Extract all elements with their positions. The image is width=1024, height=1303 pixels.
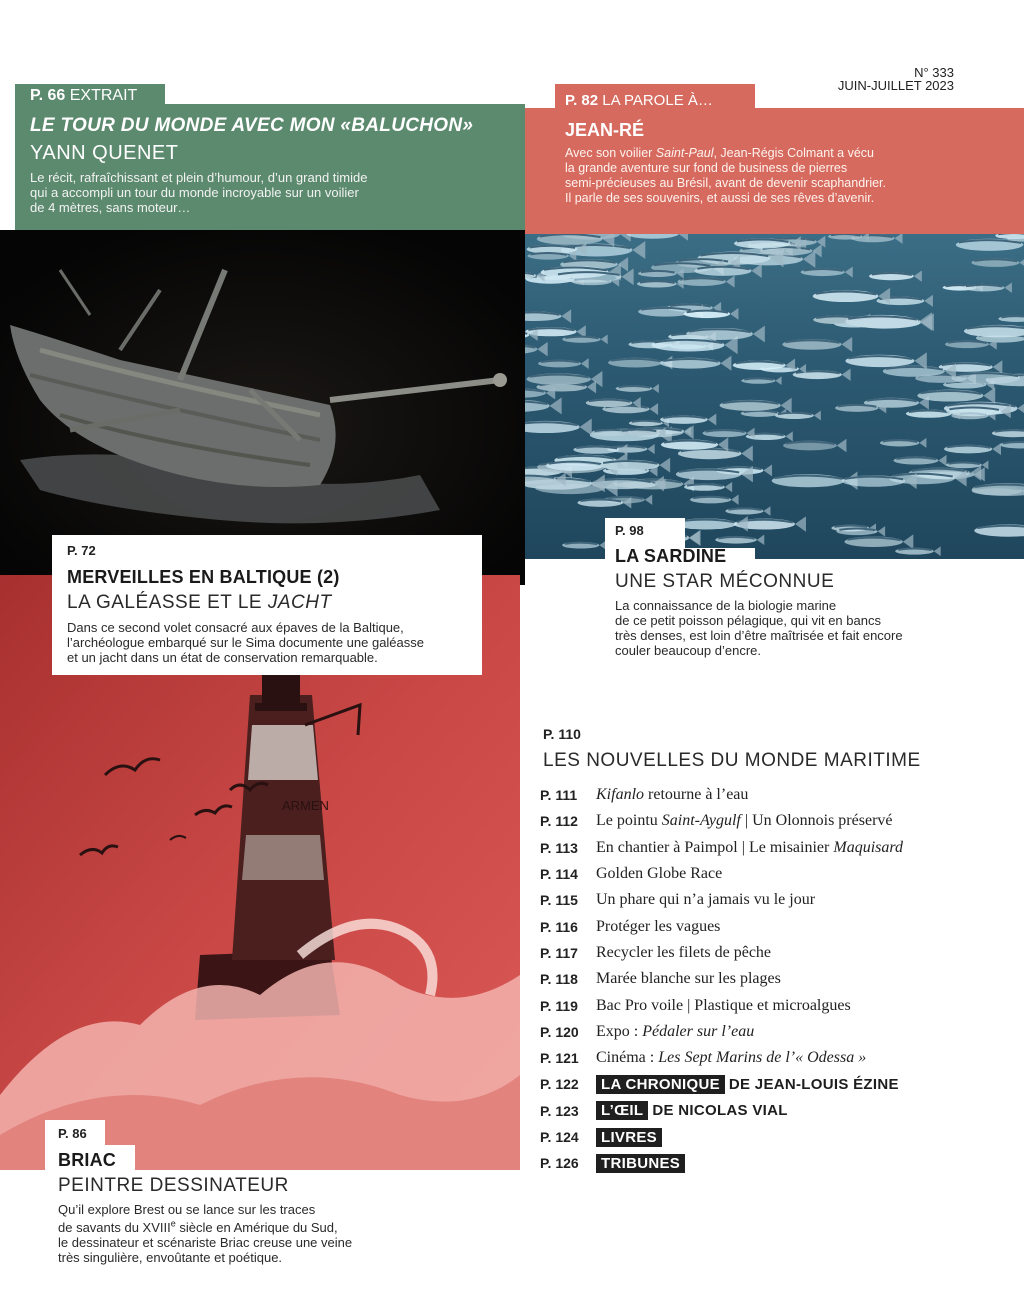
sardine-page[interactable]: P. 98 bbox=[615, 523, 644, 538]
parole-page: P. 82 bbox=[565, 92, 599, 109]
parole-title[interactable]: JEAN-RÉ bbox=[565, 120, 645, 140]
sardine-fish bbox=[844, 534, 913, 549]
sardine-fish bbox=[741, 376, 781, 385]
extract-title[interactable]: LE TOUR DU MONDE AVEC MON «BALUCHON» bbox=[30, 115, 474, 136]
sardine-fish bbox=[616, 384, 659, 393]
sardine-fish bbox=[972, 481, 1024, 499]
baltique-title[interactable]: MERVEILLES EN BALTIQUE (2) bbox=[67, 567, 340, 587]
nouvelles-title[interactable]: LES NOUVELLES DU MONDE MARITIME bbox=[543, 750, 921, 771]
sardine-image bbox=[525, 234, 1024, 559]
sardine-fish bbox=[562, 540, 606, 549]
toc-page: P. 121 bbox=[540, 1050, 579, 1067]
shipwreck-illustration bbox=[0, 230, 525, 585]
desc-line: qui a accompli un tour du monde incroyable sur un voilier bbox=[30, 185, 359, 200]
baltique-page[interactable]: P. 72 bbox=[67, 543, 96, 558]
sardine-fish bbox=[869, 271, 922, 282]
desc-line: de ce petit poisson pélagique, qui vit en bancs bbox=[615, 613, 881, 628]
sardine-fish bbox=[944, 443, 1001, 455]
extract-kind: EXTRAIT bbox=[69, 87, 138, 104]
sardine-fish bbox=[974, 522, 1024, 539]
toc-title: Kifanlo retourne à l’eau bbox=[596, 786, 749, 804]
toc-title: Un phare qui n’a jamais vu le jour bbox=[596, 891, 816, 909]
sardine-fish bbox=[720, 398, 792, 413]
briac-page[interactable]: P. 86 bbox=[58, 1126, 87, 1141]
toc-tag: LIVRES bbox=[596, 1128, 662, 1147]
toc-title: Protéger les vagues bbox=[596, 917, 721, 935]
sardine-fish bbox=[801, 267, 853, 278]
desc-line: la grande aventure sur fond de business de pierres bbox=[565, 161, 848, 175]
toc-item[interactable] bbox=[540, 887, 980, 913]
desc-line: La connaissance de la biologie marine bbox=[615, 598, 837, 613]
sardine-fish bbox=[538, 358, 589, 369]
sardine-fish bbox=[963, 282, 1012, 292]
desc-line: de 4 mètres, sans moteur… bbox=[30, 200, 191, 215]
sardine-fish bbox=[880, 438, 927, 448]
toc-highlight-item[interactable] bbox=[540, 1124, 980, 1150]
toc-highlight-item[interactable] bbox=[540, 1150, 980, 1176]
boat-name: Saint-Paul bbox=[655, 146, 714, 160]
sardine-subtitle: UNE STAR MÉCONNUE bbox=[615, 571, 835, 592]
toc-page: P. 112 bbox=[540, 813, 578, 830]
desc-line: le dessinateur et scénariste Briac creuse une veine bbox=[58, 1235, 353, 1251]
sardine-fish bbox=[690, 494, 739, 504]
toc-item[interactable] bbox=[540, 835, 980, 861]
toc-page: P. 120 bbox=[540, 1023, 579, 1040]
sardine-fish bbox=[525, 397, 562, 414]
desc-line: semi-précieuses au Brésil, avant de devenir scaphandrier. bbox=[565, 176, 887, 190]
sardine-title[interactable]: LA SARDINE bbox=[615, 546, 727, 566]
toc-title: Expo : Pédaler sur l’eau bbox=[596, 1022, 755, 1040]
issue-info bbox=[838, 66, 954, 92]
toc-item[interactable] bbox=[540, 913, 980, 939]
toc-page: P. 124 bbox=[540, 1129, 579, 1145]
toc-author: DE JEAN-LOUIS ÉZINE bbox=[728, 1075, 899, 1093]
toc-page: P. 113 bbox=[540, 839, 578, 856]
desc-line: très singulière, envoûtante et poétique. bbox=[58, 1250, 283, 1266]
sardine-fish bbox=[893, 455, 946, 466]
parole-kind: LA PAROLE À… bbox=[602, 92, 713, 109]
sardine-fish bbox=[1000, 440, 1024, 450]
desc-line: Qu’il explore Brest ou se lance sur les traces bbox=[58, 1202, 316, 1217]
sardine-fish bbox=[675, 516, 748, 532]
toc-page: P. 122 bbox=[540, 1076, 579, 1093]
toc-tag: L’ŒIL bbox=[596, 1101, 648, 1120]
lighthouse-sign: ARMEN bbox=[282, 798, 329, 813]
extract-page-label[interactable] bbox=[30, 87, 137, 105]
desc-line: couler beaucoup d’encre. bbox=[615, 643, 761, 658]
sardine-fish bbox=[845, 312, 932, 331]
sardine-fish bbox=[895, 546, 941, 556]
toc-author: DE NICOLAS VIAL bbox=[652, 1102, 788, 1120]
sardine-fish bbox=[627, 234, 688, 241]
shipwreck-image bbox=[0, 230, 525, 585]
sardine-fish bbox=[998, 314, 1024, 323]
toc-page: P. 115 bbox=[540, 892, 578, 909]
sardine-fish bbox=[637, 279, 684, 289]
issue-number: N° 333 bbox=[914, 65, 954, 80]
sardine-school-illustration bbox=[525, 234, 1024, 559]
toc-title: Recycler les filets de pêche bbox=[596, 943, 772, 961]
extract-author: YANN QUENET bbox=[30, 142, 179, 164]
toc-page: P. 126 bbox=[540, 1155, 579, 1172]
toc-page: P. 118 bbox=[540, 971, 578, 988]
sardine-fish bbox=[725, 506, 770, 516]
sardine-fish bbox=[677, 275, 734, 287]
toc-item[interactable] bbox=[540, 966, 980, 992]
desc-line: très denses, est loin d’être maîtrisée et fait encore bbox=[615, 628, 903, 643]
toc-item[interactable] bbox=[540, 940, 980, 966]
toc-item[interactable] bbox=[540, 782, 980, 808]
toc-tag: TRIBUNES bbox=[596, 1154, 685, 1173]
toc-item[interactable] bbox=[540, 861, 980, 887]
desc-line: de savants du XVIIIe siècle en Amérique du Sud, bbox=[58, 1219, 338, 1236]
toc-title: Le pointu Saint-Aygulf | Un Olonnois préservé bbox=[596, 812, 893, 830]
nouvelles-page[interactable]: P. 110 bbox=[543, 726, 581, 742]
toc-tag: LA CHRONIQUE bbox=[596, 1075, 725, 1094]
desc-line: l’archéologue embarqué sur le Sima documente une galéasse bbox=[67, 635, 424, 650]
subtitle-part: LA GALÉASSE ET LE bbox=[67, 592, 263, 613]
briac-title[interactable]: BRIAC bbox=[58, 1150, 116, 1170]
sardine-fish bbox=[562, 334, 607, 344]
briac-description bbox=[58, 1202, 418, 1265]
parole-description bbox=[565, 146, 985, 206]
parole-page-label[interactable] bbox=[565, 92, 713, 109]
toc-title: En chantier à Paimpol | Le misainier Maquisard bbox=[596, 838, 903, 856]
toc-title: Cinéma : Les Sept Marins de l’« Odessa » bbox=[596, 1049, 867, 1067]
toc-page: P. 116 bbox=[540, 918, 578, 935]
desc-line: Dans ce second volet consacré aux épaves de la Baltique, bbox=[67, 620, 404, 635]
toc-page: P. 114 bbox=[540, 866, 578, 883]
toc-highlight-item[interactable] bbox=[540, 1098, 980, 1124]
toc-item[interactable] bbox=[540, 1045, 980, 1071]
sardine-fish bbox=[992, 428, 1024, 439]
desc-line: Le récit, rafraîchissant et plein d’humour, d’un grand timide bbox=[30, 170, 368, 185]
toc-title: Bac Pro voile | Plastique et microalgues bbox=[596, 996, 851, 1014]
baltique-description bbox=[67, 620, 477, 665]
issue-date: JUIN-JUILLET 2023 bbox=[837, 78, 954, 93]
sardine-fish bbox=[525, 342, 548, 356]
desc-line: et un jacht dans un état de conservation remarquable. bbox=[67, 650, 378, 665]
toc-page: P. 123 bbox=[540, 1102, 579, 1119]
briac-subtitle: PEINTRE DESSINATEUR bbox=[58, 1175, 289, 1196]
toc-title: Marée blanche sur les plages bbox=[596, 970, 781, 988]
toc-page: P. 111 bbox=[540, 787, 578, 804]
desc-line: Avec son voilier Saint-Paul, Jean-Régis Colmant a vécu bbox=[565, 146, 874, 160]
sardine-fish bbox=[782, 337, 852, 352]
sardine-fish bbox=[917, 387, 995, 404]
toc-page: P. 119 bbox=[540, 997, 578, 1014]
extract-page: P. 66 bbox=[30, 87, 66, 104]
extract-description bbox=[30, 170, 470, 215]
sardine-fish bbox=[525, 309, 571, 323]
toc-item[interactable] bbox=[540, 992, 980, 1018]
sardine-description bbox=[615, 598, 975, 658]
sardine-fish bbox=[971, 257, 1024, 269]
toc-title: Golden Globe Race bbox=[596, 865, 723, 883]
toc-item[interactable] bbox=[540, 808, 980, 834]
toc-page: P. 117 bbox=[540, 944, 578, 961]
desc-line: Il parle de ses souvenirs, et aussi de ses rêves d’avenir. bbox=[565, 191, 875, 205]
sardine-fish bbox=[715, 535, 764, 545]
sardine-fish bbox=[525, 418, 592, 435]
toc-highlight-item[interactable] bbox=[540, 1071, 980, 1097]
baltique-subtitle bbox=[67, 592, 332, 614]
table-of-contents bbox=[540, 782, 980, 1176]
subtitle-italic: JACHT bbox=[267, 592, 332, 613]
toc-item[interactable] bbox=[540, 1019, 980, 1045]
